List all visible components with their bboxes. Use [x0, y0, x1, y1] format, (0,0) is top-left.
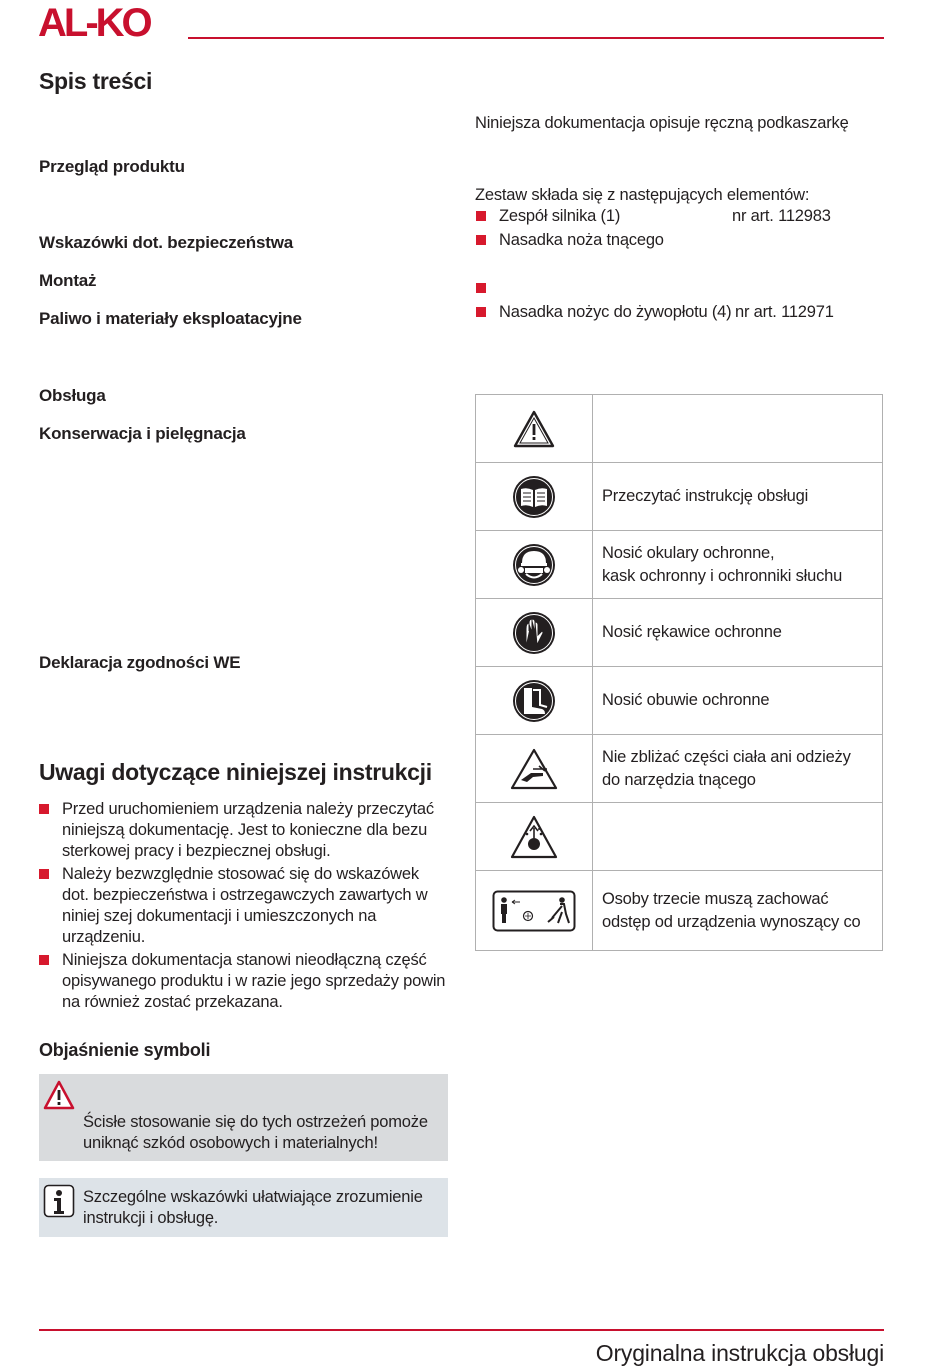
kit-item-name: Nasadka nożyc do żywopłotu (4) — [499, 303, 732, 321]
notes-section-title: Uwagi dotyczące niniejszej instrukcji — [39, 759, 432, 785]
bullet-marker — [476, 235, 486, 245]
table-text-cell — [593, 735, 883, 803]
table-text-cell — [593, 531, 883, 599]
symbol-description: Nosić obuwie ochronne — [602, 691, 770, 709]
table-icon-cell — [476, 395, 593, 463]
table-icon-cell — [476, 599, 593, 667]
table-row — [476, 871, 883, 951]
list-item: Przed uruchomieniem urządzenia należy przeczytać niniejszą dokumentację. Jest to konieczne dla bezu sterkowej pracy i bezpiecznej obsługi. — [39, 799, 447, 862]
product-intro: Niniejsza dokumentacja opisuje ręczną podkaszarkę — [475, 114, 849, 132]
table-text-cell — [593, 463, 883, 531]
toc-item[interactable]: Deklaracja zgodności WE — [39, 653, 241, 672]
symbol-description: Nosić okulary ochronne, kask ochronny i ochronniki słuchu — [602, 543, 843, 585]
footer-text: Oryginalna instrukcja obsługi — [595, 1340, 884, 1366]
table-text-cell — [593, 803, 883, 871]
warning-triangle-icon — [43, 1080, 75, 1110]
table-text-cell — [593, 667, 883, 735]
symbols-section-title: Objaśnienie symboli — [39, 1040, 211, 1060]
list-item: Niniejsza dokumentacja stanowi nieodłączną część opisywanego produktu i w razie jego sprzedaży powin na również zostać przekazana. — [39, 950, 447, 1013]
boots-icon — [512, 679, 556, 723]
helmet-goggles-icon — [512, 543, 556, 587]
flying-debris-warning-icon — [509, 814, 559, 860]
table-icon-cell — [476, 531, 593, 599]
table-icon-cell — [476, 871, 593, 951]
symbol-description: Osoby trzecie muszą zachować odstęp od urządzenia wynoszący co — [602, 889, 861, 931]
logo-text: AL-KO — [38, 4, 150, 40]
toc-item[interactable]: Wskazówki dot. bezpieczeństwa — [39, 233, 293, 252]
table-row — [476, 599, 883, 667]
toc-item[interactable]: Obsługa — [39, 386, 106, 405]
table-row — [476, 667, 883, 735]
kit-label: Zestaw składa się z następujących elementów: — [475, 186, 810, 204]
table-icon-cell — [476, 735, 593, 803]
table-row — [476, 395, 883, 463]
table-icon-cell — [476, 463, 593, 531]
bullet-marker — [476, 307, 486, 317]
table-text-cell — [593, 871, 883, 951]
table-icon-cell — [476, 667, 593, 735]
kit-item-art: nr art. 112971 — [735, 303, 834, 321]
toc-item[interactable]: Konserwacja i pielęgnacja — [39, 424, 246, 443]
kit-item-art: nr art. 112983 — [732, 207, 831, 225]
symbol-description: Przeczytać instrukcję obsługi — [602, 487, 809, 505]
info-notice — [39, 1178, 448, 1237]
toc-item[interactable]: Przegląd produktu — [39, 157, 185, 176]
table-text-cell — [593, 599, 883, 667]
warning-triangle-icon — [512, 409, 556, 449]
info-icon — [43, 1184, 75, 1218]
list-item: Należy bezwzględnie stosować się do wskazówek dot. bezpieczeństwa i ostrzegawczych zawartych w niniej szej dokumentacji i umieszczonych na urządzeniu. — [39, 864, 447, 948]
symbol-description: Nosić rękawice ochronne — [602, 623, 782, 641]
alko-logo — [38, 4, 182, 40]
info-text: Szczególne wskazówki ułatwiające zrozumienie instrukcji i obsługę. — [83, 1188, 423, 1227]
table-row — [476, 463, 883, 531]
keep-distance-icon — [492, 890, 576, 932]
table-row — [476, 531, 883, 599]
notes-list — [39, 799, 447, 1013]
kit-item-name: Zespół silnika (1) — [499, 207, 621, 225]
table-row — [476, 735, 883, 803]
read-manual-icon — [512, 475, 556, 519]
bullet-marker — [476, 211, 486, 221]
header-rule — [188, 37, 884, 39]
warning-notice — [39, 1074, 448, 1161]
toc-item[interactable]: Paliwo i materiały eksploatacyjne — [39, 309, 302, 328]
gloves-icon — [512, 611, 556, 655]
symbol-table — [475, 394, 883, 951]
toc-title: Spis treści — [39, 68, 153, 94]
toc-item[interactable]: Montaż — [39, 271, 97, 290]
table-text-cell — [593, 395, 883, 463]
bullet-marker — [476, 283, 486, 293]
hand-blade-warning-icon — [509, 747, 559, 791]
table-icon-cell — [476, 803, 593, 871]
table-row — [476, 803, 883, 871]
warning-text: Ścisłe stosowanie się do tych ostrzeżeń pomoże uniknąć szkód osobowych i materialnych! — [83, 1113, 428, 1152]
footer-rule — [39, 1329, 884, 1331]
kit-item-name: Nasadka noża tnącego — [499, 231, 664, 249]
symbol-description: Nie zbliżać części ciała ani odzieży do narzędzia tnącego — [602, 747, 851, 789]
